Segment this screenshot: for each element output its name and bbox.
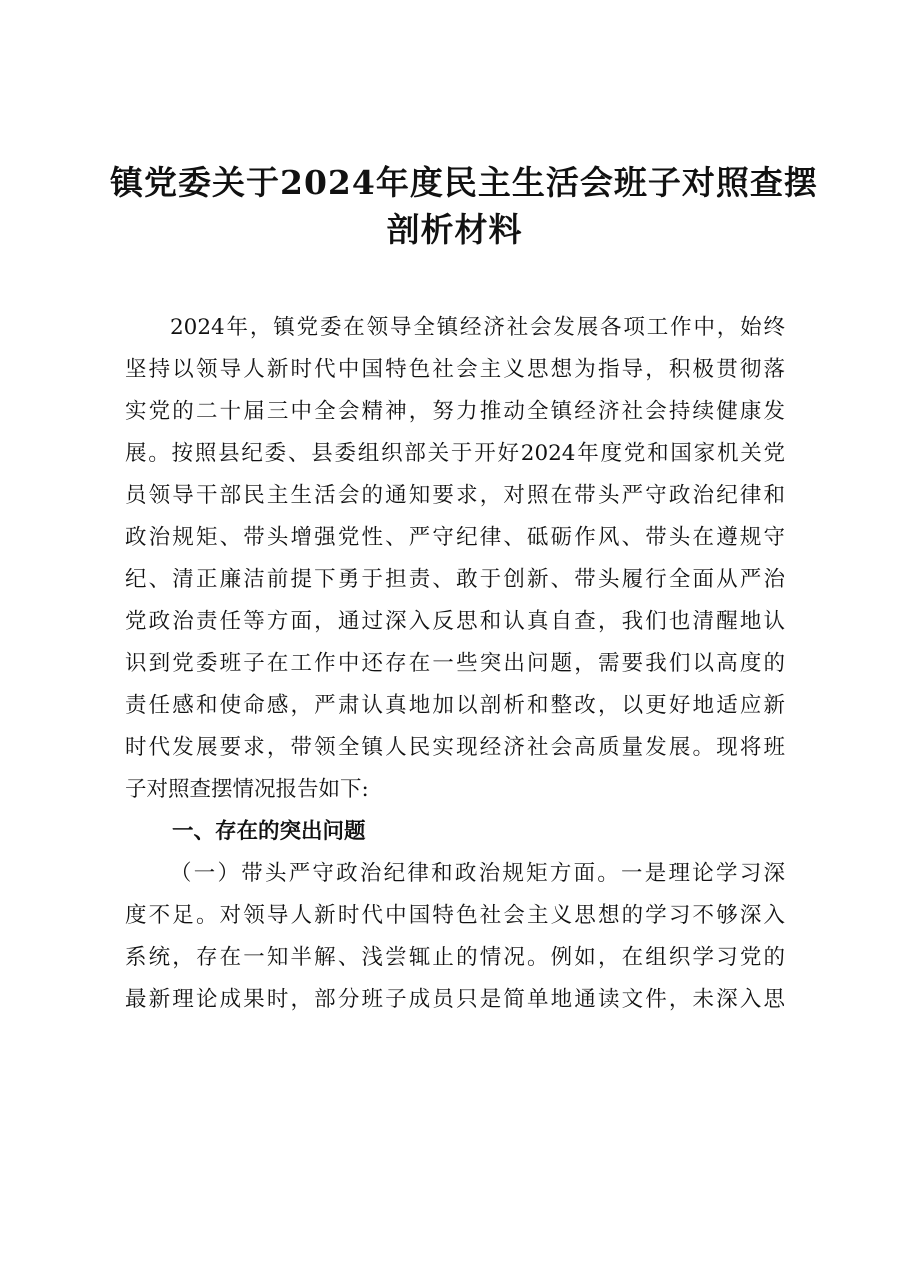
intro-paragraph-line: 实党的二十届三中全会精神，努力推动全镇经济社会持续健康发 <box>125 399 785 424</box>
intro-paragraph-line: 党政治责任等方面，通过深入反思和认真自查，我们也清醒地认 <box>125 609 785 634</box>
intro-paragraph-line: 子对照查摆情况报告如下: <box>125 777 369 802</box>
section-paragraph-line: 最新理论成果时，部分班子成员只是简单地通读文件，未深入思 <box>125 987 785 1012</box>
intro-paragraph-line: 纪、清正廉洁前提下勇于担责、敢于创新、带头履行全面从严治 <box>125 567 785 592</box>
intro-paragraph-line: 员领导干部民主生活会的通知要求，对照在带头严守政治纪律和 <box>125 483 785 508</box>
intro-paragraph-line: 时代发展要求，带领全镇人民实现经济社会高质量发展。现将班 <box>125 735 785 760</box>
intro-paragraph-line: 展。按照县纪委、县委组织部关于开好2024年度党和国家机关党 <box>125 441 785 466</box>
document-title-line-1: 镇党委关于2024年度民主生活会班子对照查摆 <box>110 163 818 202</box>
intro-paragraph-line: 2024年，镇党委在领导全镇经济社会发展各项工作中，始终 <box>170 315 785 340</box>
intro-paragraph-line: 政治规矩、带头增强党性、严守纪律、砥砺作风、带头在遵规守 <box>125 525 785 550</box>
section-heading: 一、存在的突出问题 <box>172 819 366 844</box>
document-title-line-2: 剖析材料 <box>386 210 523 249</box>
intro-paragraph-line: 坚持以领导人新时代中国特色社会主义思想为指导，积极贯彻落 <box>125 357 785 382</box>
section-paragraph-line: 度不足。对领导人新时代中国特色社会主义思想的学习不够深入 <box>125 903 785 928</box>
section-paragraph-line: （一）带头严守政治纪律和政治规矩方面。一是理论学习深 <box>170 861 785 886</box>
section-paragraph-line: 系统，存在一知半解、浅尝辄止的情况。例如，在组织学习党的 <box>125 945 785 970</box>
intro-paragraph-line: 识到党委班子在工作中还存在一些突出问题，需要我们以高度的 <box>125 651 785 676</box>
intro-paragraph-line: 责任感和使命感，严肃认真地加以剖析和整改，以更好地适应新 <box>125 693 785 718</box>
